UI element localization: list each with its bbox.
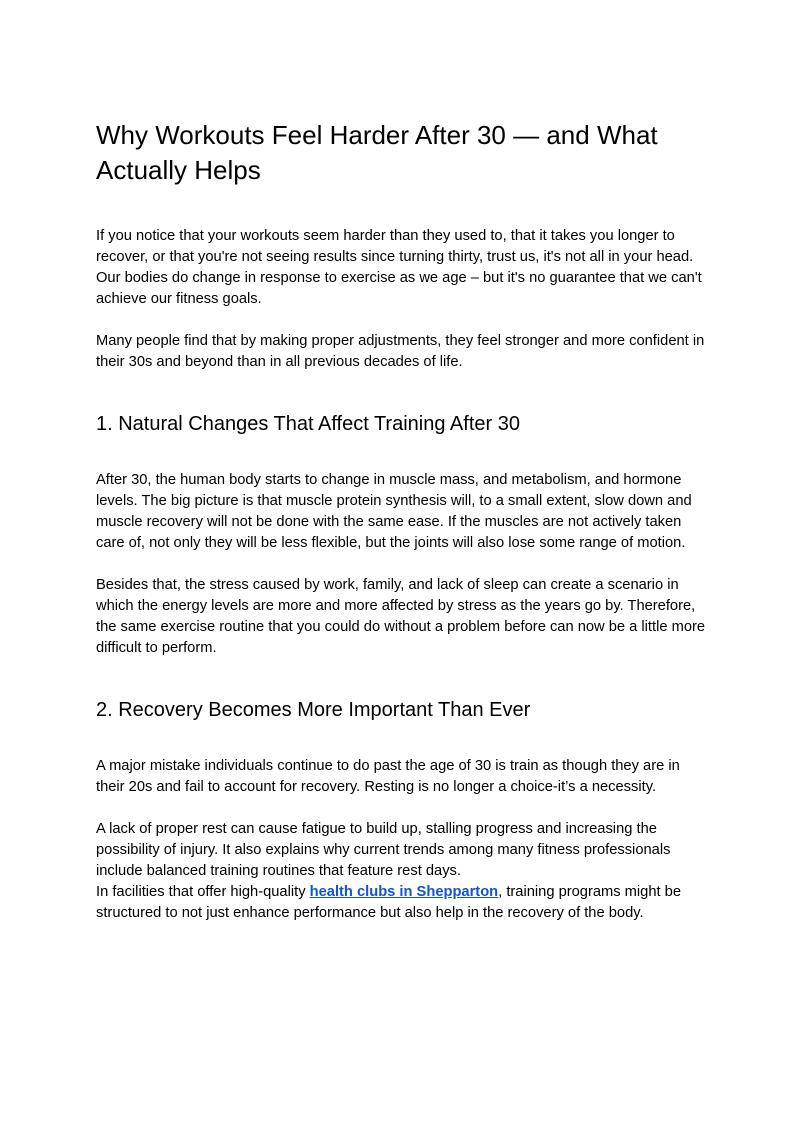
intro-paragraph-2: Many people find that by making proper adjustments, they feel stronger and more confident in their 30s and beyond than in all previous decades of life. (96, 333, 705, 370)
document-page (96, 118, 706, 924)
section-1-heading: 1. Natural Changes That Affect Training After 30 (96, 413, 520, 435)
paragraph-3-text-after: , training programs might be structured to not just enhance performance but also help in the recovery of the body. (96, 884, 682, 921)
paragraph-3-text-before: In facilities that offer high-quality (96, 884, 310, 900)
intro-paragraph-1: If you notice that your workouts seem harder than they used to, that it takes you longer to recover, or that you're not seeing results since turning thirty, trust us, it's not all in your head. Our bodies do change in response to exercise as we age – but it's no guarantee that we can't achieve our fitness goals. (96, 228, 702, 307)
section-1-paragraph-2: Besides that, the stress caused by work, family, and lack of sleep can create a scenario in which the energy levels are more and more affected by stress as the years go by. Therefore, the same exercise routine that you could do without a problem before can now be a little more difficult to perform. (96, 577, 706, 656)
section-2-paragraph-2: A lack of proper rest can cause fatigue to build up, stalling progress and increasing the possibility of injury. It also explains why current trends among many fitness professionals include balanced training routines that feature rest days. (96, 821, 671, 879)
section-2-paragraph-3 (96, 882, 706, 924)
health-clubs-link[interactable]: health clubs in Shepparton (309, 884, 499, 900)
section-2-paragraph-1: A major mistake individuals continue to do past the age of 30 is train as though they are in their 20s and fail to account for recovery. Resting is no longer a choice-it’s a necessity. (96, 758, 680, 795)
section-1-paragraph-1: After 30, the human body starts to change in muscle mass, and metabolism, and hormone levels. The big picture is that muscle protein synthesis will, to a small extent, slow down and muscle recovery will not be done with the same ease. If the muscles are not actively taken care of, not only they will be less flexible, but the joints will also lose some range of motion. (96, 472, 692, 551)
article-title: Why Workouts Feel Harder After 30 — and What Actually Helps (96, 120, 658, 185)
section-2-heading: 2. Recovery Becomes More Important Than Ever (96, 699, 531, 721)
